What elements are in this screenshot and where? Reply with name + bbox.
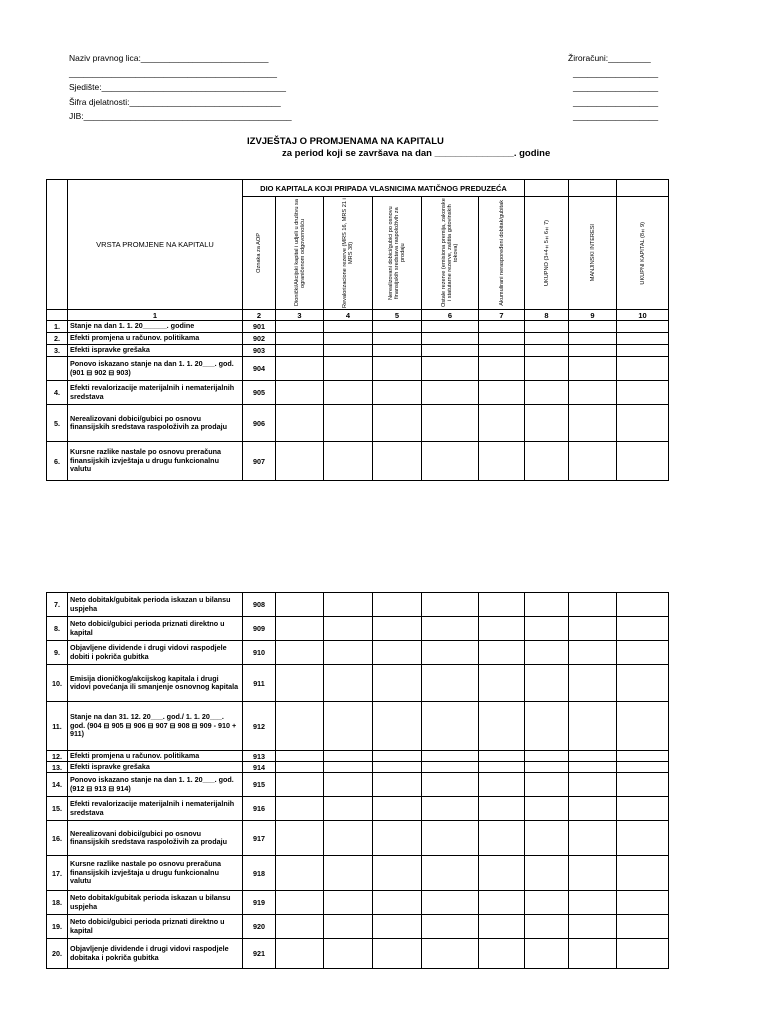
row-number: 10. bbox=[47, 665, 68, 702]
table-row bbox=[47, 333, 669, 345]
row-description: Efekti promjena u računov. politikama bbox=[68, 751, 243, 762]
empty-header bbox=[525, 180, 569, 197]
value-cell[interactable] bbox=[373, 321, 422, 333]
value-cell[interactable] bbox=[479, 617, 525, 641]
aop-code: 904 bbox=[243, 357, 276, 381]
value-cell[interactable] bbox=[569, 762, 617, 773]
value-cell[interactable] bbox=[479, 751, 525, 762]
value-cell[interactable] bbox=[617, 856, 669, 891]
value-cell[interactable] bbox=[276, 762, 324, 773]
value-cell[interactable] bbox=[569, 593, 617, 617]
row-number: 19. bbox=[47, 915, 68, 939]
column-number: 5 bbox=[373, 310, 422, 321]
value-cell[interactable] bbox=[617, 665, 669, 702]
value-cell[interactable] bbox=[479, 797, 525, 821]
aop-code: 917 bbox=[243, 821, 276, 856]
table-row bbox=[47, 751, 669, 762]
value-cell[interactable] bbox=[569, 405, 617, 442]
value-cell[interactable] bbox=[276, 641, 324, 665]
row-number: 4. bbox=[47, 381, 68, 405]
value-cell[interactable] bbox=[422, 751, 479, 762]
aop-code: 918 bbox=[243, 856, 276, 891]
row-number: 7. bbox=[47, 593, 68, 617]
row-number: 9. bbox=[47, 641, 68, 665]
value-cell[interactable] bbox=[422, 345, 479, 357]
row-description: Efekti revalorizacije materijalnih i nematerijalnih sredstava bbox=[68, 381, 243, 405]
row-number: 1. bbox=[47, 321, 68, 333]
value-cell[interactable] bbox=[479, 939, 525, 969]
value-cell[interactable] bbox=[479, 381, 525, 405]
value-cell[interactable] bbox=[324, 442, 373, 481]
row-description: Neto dobici/gubici perioda priznati direktno u kapital bbox=[68, 915, 243, 939]
value-cell[interactable] bbox=[276, 665, 324, 702]
table-row bbox=[47, 915, 669, 939]
table-row bbox=[47, 939, 669, 969]
column-header-capital: Dionički/Akcijski kapital i udjeli u društvu sa ograničenom odgovornošću bbox=[276, 197, 324, 310]
table-row bbox=[47, 345, 669, 357]
value-cell[interactable] bbox=[276, 915, 324, 939]
value-cell[interactable] bbox=[617, 641, 669, 665]
value-cell[interactable] bbox=[617, 773, 669, 797]
row-description: Stanje na dan 31. 12. 20___. god./ 1. 1. 20___. god. (904 ⊟ 905 ⊟ 906 ⊟ 907 ⊟ 908 ⊟ 909 - 910 + 911) bbox=[68, 702, 243, 751]
table-row bbox=[47, 856, 669, 891]
title-line-1: IZVJEŠTAJ O PROMJENAMA NA KAPITALU bbox=[247, 136, 444, 147]
row-description: Efekti promjena u računov. politikama bbox=[68, 333, 243, 345]
aop-code: 907 bbox=[243, 442, 276, 481]
value-cell[interactable] bbox=[569, 321, 617, 333]
value-cell[interactable] bbox=[569, 751, 617, 762]
value-cell[interactable] bbox=[324, 797, 373, 821]
value-cell[interactable] bbox=[617, 821, 669, 856]
aop-code: 912 bbox=[243, 702, 276, 751]
aop-code: 908 bbox=[243, 593, 276, 617]
value-cell[interactable] bbox=[324, 593, 373, 617]
ziroracuni-block bbox=[568, 51, 658, 124]
row-number: 14. bbox=[47, 773, 68, 797]
value-cell[interactable] bbox=[324, 321, 373, 333]
column-header-total-capital: UKUPNI KAPITAL (8±9) bbox=[617, 197, 669, 310]
value-cell[interactable] bbox=[569, 333, 617, 345]
value-cell[interactable] bbox=[422, 797, 479, 821]
row-description: Ponovo iskazano stanje na dan 1. 1. 20___. god. (901 ⊟ 902 ⊟ 903) bbox=[68, 357, 243, 381]
value-cell[interactable] bbox=[479, 856, 525, 891]
value-cell[interactable] bbox=[276, 891, 324, 915]
row-description: Efekti revalorizacije materijalnih i nematerijalnih sredstava bbox=[68, 797, 243, 821]
row-description: Kursne razlike nastale po osnovu preračuna finansijskih izvještaja u drugu funkcionalnu valutu bbox=[68, 442, 243, 481]
value-cell[interactable] bbox=[373, 593, 422, 617]
aop-code: 921 bbox=[243, 939, 276, 969]
column-number: 9 bbox=[569, 310, 617, 321]
blank-line: ____________________________________________ bbox=[69, 67, 278, 78]
empty-header bbox=[569, 180, 617, 197]
table-row bbox=[47, 665, 669, 702]
table-row bbox=[47, 321, 669, 333]
row-number: 13. bbox=[47, 762, 68, 773]
value-cell[interactable] bbox=[525, 593, 569, 617]
value-cell[interactable] bbox=[617, 617, 669, 641]
value-cell[interactable] bbox=[479, 321, 525, 333]
row-description: Stanje na dan 1. 1. 20______. godine bbox=[68, 321, 243, 333]
value-cell[interactable] bbox=[617, 321, 669, 333]
value-cell[interactable] bbox=[617, 702, 669, 751]
value-cell[interactable] bbox=[569, 641, 617, 665]
value-cell[interactable] bbox=[276, 442, 324, 481]
aop-code: 905 bbox=[243, 381, 276, 405]
value-cell[interactable] bbox=[617, 751, 669, 762]
aop-code: 909 bbox=[243, 617, 276, 641]
ziroracun-line: __________________ bbox=[573, 82, 659, 92]
value-cell[interactable] bbox=[276, 321, 324, 333]
value-cell[interactable] bbox=[276, 345, 324, 357]
value-cell[interactable] bbox=[276, 357, 324, 381]
value-cell[interactable] bbox=[373, 773, 422, 797]
row-number-header bbox=[47, 180, 68, 310]
column-number: 6 bbox=[422, 310, 479, 321]
row-number: 2. bbox=[47, 333, 68, 345]
aop-code: 913 bbox=[243, 751, 276, 762]
value-cell[interactable] bbox=[422, 617, 479, 641]
value-cell[interactable] bbox=[373, 357, 422, 381]
value-cell[interactable] bbox=[373, 641, 422, 665]
column-header-retained: Akumulirani neraspoređeni dobitak/gubitak bbox=[479, 197, 525, 310]
value-cell[interactable] bbox=[525, 821, 569, 856]
value-cell[interactable] bbox=[525, 939, 569, 969]
value-cell[interactable] bbox=[422, 641, 479, 665]
value-cell[interactable] bbox=[617, 442, 669, 481]
value-cell[interactable] bbox=[324, 702, 373, 751]
value-cell[interactable] bbox=[422, 665, 479, 702]
value-cell[interactable] bbox=[373, 405, 422, 442]
row-description: Ponovo iskazano stanje na dan 1. 1. 20___. god. (912 ⊟ 913 ⊟ 914) bbox=[68, 773, 243, 797]
value-cell[interactable] bbox=[569, 939, 617, 969]
row-number: 12. bbox=[47, 751, 68, 762]
value-cell[interactable] bbox=[617, 939, 669, 969]
value-cell[interactable] bbox=[373, 442, 422, 481]
value-cell[interactable] bbox=[324, 381, 373, 405]
aop-code: 911 bbox=[243, 665, 276, 702]
value-cell[interactable] bbox=[569, 797, 617, 821]
value-cell[interactable] bbox=[479, 357, 525, 381]
value-cell[interactable] bbox=[276, 797, 324, 821]
value-cell[interactable] bbox=[324, 751, 373, 762]
value-cell[interactable] bbox=[324, 617, 373, 641]
aop-code: 902 bbox=[243, 333, 276, 345]
value-cell[interactable] bbox=[276, 856, 324, 891]
value-cell[interactable] bbox=[373, 345, 422, 357]
column-number: 10 bbox=[617, 310, 669, 321]
row-description: Efekti ispravke grešaka bbox=[68, 762, 243, 773]
value-cell[interactable] bbox=[479, 891, 525, 915]
column-header-revaluation: Revalorizacione rezerve (MRS 16, MRS 21 i MRS 38) bbox=[324, 197, 373, 310]
capital-changes-table-top bbox=[46, 179, 669, 481]
aop-code: 920 bbox=[243, 915, 276, 939]
row-description: Efekti ispravke grešaka bbox=[68, 345, 243, 357]
aop-code: 910 bbox=[243, 641, 276, 665]
column-number: 4 bbox=[324, 310, 373, 321]
value-cell[interactable] bbox=[525, 773, 569, 797]
value-cell[interactable] bbox=[324, 856, 373, 891]
empty-header bbox=[617, 180, 669, 197]
value-cell[interactable] bbox=[479, 405, 525, 442]
row-description: Neto dobici/gubici perioda priznati direktno u kapital bbox=[68, 617, 243, 641]
value-cell[interactable] bbox=[479, 915, 525, 939]
ziroracuni-field: Žiroračuni:_________ bbox=[568, 53, 651, 63]
colnum-cell bbox=[47, 310, 68, 321]
value-cell[interactable] bbox=[373, 891, 422, 915]
value-cell[interactable] bbox=[569, 442, 617, 481]
entity-info-block bbox=[69, 51, 292, 124]
value-cell[interactable] bbox=[422, 762, 479, 773]
value-cell[interactable] bbox=[569, 856, 617, 891]
value-cell[interactable] bbox=[479, 345, 525, 357]
row-description: Neto dobitak/gubitak perioda iskazan u bilansu uspjeha bbox=[68, 891, 243, 915]
column-number: 3 bbox=[276, 310, 324, 321]
table-row bbox=[47, 641, 669, 665]
aop-code: 901 bbox=[243, 321, 276, 333]
value-cell[interactable] bbox=[479, 593, 525, 617]
value-cell[interactable] bbox=[422, 773, 479, 797]
column-header-total: UKUPNO (3+4±5±6±7) bbox=[525, 197, 569, 310]
row-description: Nerealizovani dobici/gubici po osnovu finansijskih sredstava raspoloživih za prodaju bbox=[68, 821, 243, 856]
value-cell[interactable] bbox=[276, 381, 324, 405]
sifra-field: Šifra djelatnosti:________________________________ bbox=[69, 96, 281, 107]
value-cell[interactable] bbox=[373, 939, 422, 969]
value-cell[interactable] bbox=[479, 773, 525, 797]
value-cell[interactable] bbox=[422, 821, 479, 856]
value-cell[interactable] bbox=[569, 915, 617, 939]
aop-code: 903 bbox=[243, 345, 276, 357]
row-number: 8. bbox=[47, 617, 68, 641]
row-number: 16. bbox=[47, 821, 68, 856]
row-number: 15. bbox=[47, 797, 68, 821]
value-cell[interactable] bbox=[276, 939, 324, 969]
value-cell[interactable] bbox=[276, 333, 324, 345]
value-cell[interactable] bbox=[324, 357, 373, 381]
aop-code: 916 bbox=[243, 797, 276, 821]
value-cell[interactable] bbox=[373, 821, 422, 856]
value-cell[interactable] bbox=[276, 821, 324, 856]
value-cell[interactable] bbox=[324, 333, 373, 345]
table-row bbox=[47, 405, 669, 442]
ziroracun-line: __________________ bbox=[573, 96, 659, 107]
value-cell[interactable] bbox=[525, 617, 569, 641]
value-cell[interactable] bbox=[479, 702, 525, 751]
table-row bbox=[47, 821, 669, 856]
value-cell[interactable] bbox=[569, 381, 617, 405]
value-cell[interactable] bbox=[525, 665, 569, 702]
value-cell[interactable] bbox=[525, 321, 569, 333]
value-cell[interactable] bbox=[617, 915, 669, 939]
value-cell[interactable] bbox=[422, 381, 479, 405]
table-row bbox=[47, 702, 669, 751]
value-cell[interactable] bbox=[479, 821, 525, 856]
value-cell[interactable] bbox=[525, 345, 569, 357]
column-number: 1 bbox=[68, 310, 243, 321]
column-header-other-reserves: Ostale rezerve (emisiona premija, zakonske i statutarne rezerve, zaštita gotovinskih tokova) bbox=[422, 197, 479, 310]
value-cell[interactable] bbox=[373, 381, 422, 405]
aop-code: 906 bbox=[243, 405, 276, 442]
row-description: Nerealizovani dobici/gubici po osnovu finansijskih sredstava raspoloživih za prodaju bbox=[68, 405, 243, 442]
row-number: 5. bbox=[47, 405, 68, 442]
title-line-2: za period koji se završava na dan _______________. godine bbox=[282, 148, 551, 159]
value-cell[interactable] bbox=[617, 762, 669, 773]
value-cell[interactable] bbox=[422, 442, 479, 481]
value-cell[interactable] bbox=[525, 891, 569, 915]
value-cell[interactable] bbox=[422, 357, 479, 381]
table-row bbox=[47, 593, 669, 617]
value-cell[interactable] bbox=[569, 345, 617, 357]
naziv-field: Naziv pravnog lica:___________________________ bbox=[69, 53, 269, 63]
row-description: Objavljenje dividende i drugi vidovi raspodjele dobitaka i pokriča gubitka bbox=[68, 939, 243, 969]
table-row bbox=[47, 762, 669, 773]
value-cell[interactable] bbox=[324, 405, 373, 442]
value-cell[interactable] bbox=[525, 381, 569, 405]
aop-code: 914 bbox=[243, 762, 276, 773]
value-cell[interactable] bbox=[525, 405, 569, 442]
table-row bbox=[47, 381, 669, 405]
value-cell[interactable] bbox=[324, 665, 373, 702]
value-cell[interactable] bbox=[324, 641, 373, 665]
value-cell[interactable] bbox=[617, 357, 669, 381]
value-cell[interactable] bbox=[373, 915, 422, 939]
value-cell[interactable] bbox=[324, 939, 373, 969]
table-row bbox=[47, 442, 669, 481]
row-number bbox=[47, 357, 68, 381]
row-number: 20. bbox=[47, 939, 68, 969]
value-cell[interactable] bbox=[324, 821, 373, 856]
value-cell[interactable] bbox=[569, 821, 617, 856]
row-description: Objavljene dividende i drugi vidovi raspodjele dobiti i pokriča gubitka bbox=[68, 641, 243, 665]
row-description: Neto dobitak/gubitak perioda iskazan u bilansu uspjeha bbox=[68, 593, 243, 617]
value-cell[interactable] bbox=[525, 333, 569, 345]
value-cell[interactable] bbox=[617, 891, 669, 915]
value-cell[interactable] bbox=[479, 442, 525, 481]
value-cell[interactable] bbox=[324, 345, 373, 357]
value-cell[interactable] bbox=[479, 762, 525, 773]
value-cell[interactable] bbox=[569, 773, 617, 797]
value-cell[interactable] bbox=[617, 345, 669, 357]
jib-field: JIB:____________________________________________ bbox=[69, 111, 292, 121]
table-row bbox=[47, 773, 669, 797]
column-number: 2 bbox=[243, 310, 276, 321]
value-cell[interactable] bbox=[617, 593, 669, 617]
value-cell[interactable] bbox=[479, 665, 525, 702]
value-cell[interactable] bbox=[422, 939, 479, 969]
ziroracun-line: __________________ bbox=[573, 111, 659, 121]
value-cell[interactable] bbox=[525, 702, 569, 751]
aop-code: 915 bbox=[243, 773, 276, 797]
value-cell[interactable] bbox=[617, 797, 669, 821]
vrsta-header: VRSTA PROMJENE NA KAPITALU bbox=[68, 180, 243, 310]
value-cell[interactable] bbox=[569, 665, 617, 702]
value-cell[interactable] bbox=[479, 641, 525, 665]
value-cell[interactable] bbox=[569, 891, 617, 915]
value-cell[interactable] bbox=[373, 751, 422, 762]
column-header-minority: MANJINSKI INTERESI bbox=[569, 197, 617, 310]
value-cell[interactable] bbox=[373, 797, 422, 821]
row-number: 3. bbox=[47, 345, 68, 357]
table-row bbox=[47, 797, 669, 821]
value-cell[interactable] bbox=[525, 357, 569, 381]
value-cell[interactable] bbox=[422, 321, 479, 333]
row-number: 6. bbox=[47, 442, 68, 481]
value-cell[interactable] bbox=[324, 773, 373, 797]
value-cell[interactable] bbox=[569, 617, 617, 641]
value-cell[interactable] bbox=[569, 357, 617, 381]
value-cell[interactable] bbox=[525, 797, 569, 821]
value-cell[interactable] bbox=[525, 762, 569, 773]
column-number: 8 bbox=[525, 310, 569, 321]
group-header: DIO KAPITALA KOJI PRIPADA VLASNICIMA MATIČNOG PREDUZEĆA bbox=[243, 180, 525, 197]
value-cell[interactable] bbox=[617, 381, 669, 405]
value-cell[interactable] bbox=[276, 751, 324, 762]
column-header-aop: Oznaka za AOP bbox=[243, 197, 276, 310]
value-cell[interactable] bbox=[422, 856, 479, 891]
value-cell[interactable] bbox=[525, 751, 569, 762]
aop-code: 919 bbox=[243, 891, 276, 915]
value-cell[interactable] bbox=[422, 333, 479, 345]
value-cell[interactable] bbox=[324, 915, 373, 939]
table-row bbox=[47, 617, 669, 641]
value-cell[interactable] bbox=[276, 405, 324, 442]
sjediste-field: Sjedište:_______________________________________ bbox=[69, 82, 286, 92]
value-cell[interactable] bbox=[373, 856, 422, 891]
value-cell[interactable] bbox=[276, 617, 324, 641]
value-cell[interactable] bbox=[422, 593, 479, 617]
column-header-unrealized: Nerealizovani dobici/gubici po osnovu finansijskih sredstava raspoloživih za prodaju bbox=[373, 197, 422, 310]
value-cell[interactable] bbox=[276, 702, 324, 751]
value-cell[interactable] bbox=[525, 856, 569, 891]
value-cell[interactable] bbox=[373, 617, 422, 641]
table-row bbox=[47, 357, 669, 381]
capital-changes-table-bottom bbox=[46, 592, 669, 969]
value-cell[interactable] bbox=[422, 702, 479, 751]
column-number: 7 bbox=[479, 310, 525, 321]
table-row bbox=[47, 891, 669, 915]
value-cell[interactable] bbox=[569, 702, 617, 751]
row-description: Kursne razlike nastale po osnovu preračuna finansijskih izvještaja u drugu funkcionalnu valutu bbox=[68, 856, 243, 891]
value-cell[interactable] bbox=[525, 915, 569, 939]
value-cell[interactable] bbox=[525, 442, 569, 481]
value-cell[interactable] bbox=[422, 915, 479, 939]
value-cell[interactable] bbox=[324, 891, 373, 915]
row-description: Emisija dioničkog/akcijskog kapitala i drugi vidovi povećanja ili smanjenje osnovnog kapitala bbox=[68, 665, 243, 702]
value-cell[interactable] bbox=[373, 702, 422, 751]
value-cell[interactable] bbox=[422, 405, 479, 442]
value-cell[interactable] bbox=[617, 405, 669, 442]
value-cell[interactable] bbox=[276, 593, 324, 617]
value-cell[interactable] bbox=[373, 333, 422, 345]
value-cell[interactable] bbox=[276, 773, 324, 797]
ziroracun-line: __________________ bbox=[573, 67, 659, 78]
value-cell[interactable] bbox=[373, 665, 422, 702]
row-number: 11. bbox=[47, 702, 68, 751]
value-cell[interactable] bbox=[324, 762, 373, 773]
value-cell[interactable] bbox=[479, 333, 525, 345]
value-cell[interactable] bbox=[617, 333, 669, 345]
value-cell[interactable] bbox=[373, 762, 422, 773]
row-number: 17. bbox=[47, 856, 68, 891]
value-cell[interactable] bbox=[525, 641, 569, 665]
value-cell[interactable] bbox=[422, 891, 479, 915]
row-number: 18. bbox=[47, 891, 68, 915]
